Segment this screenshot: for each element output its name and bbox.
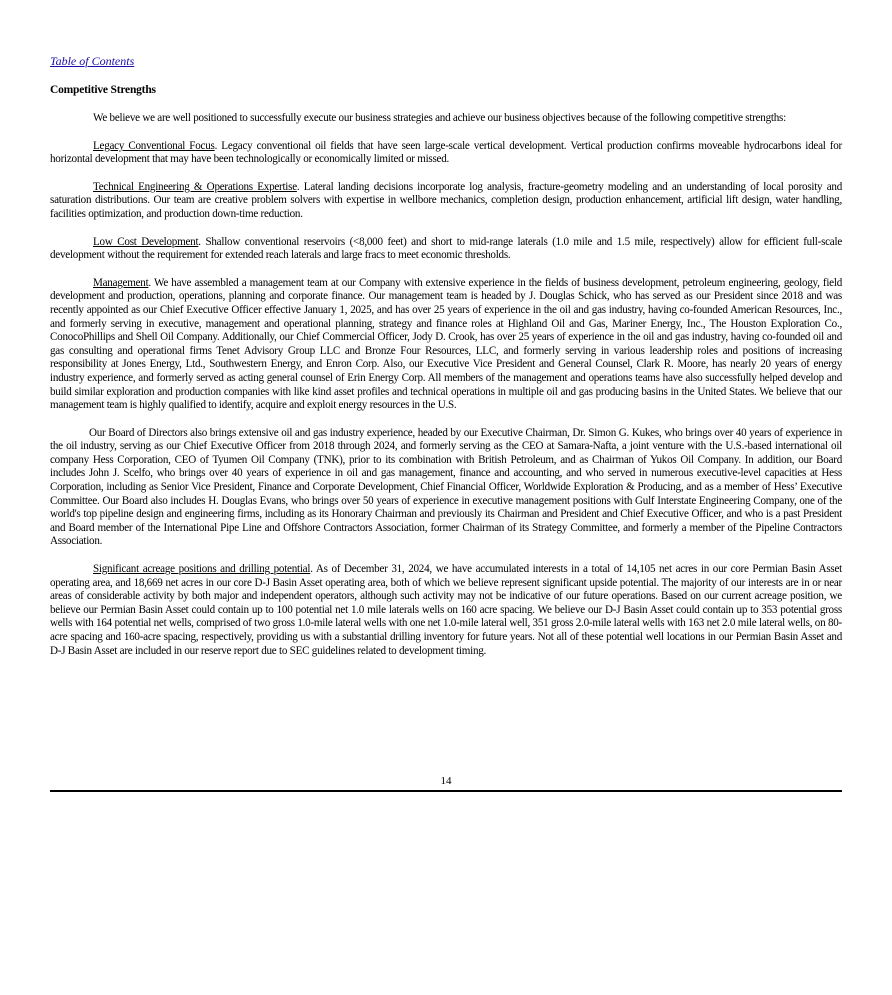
strength-text: . Lateral landing decisions incorporate log analysis, fracture-geometry modeling and an understanding of local porosity and saturation distributions. Our team are creative problem solvers with expertise in wellbore mechanics, completion design, production enhancement, artificial lift design, water handling, facilities optimization, and production down-time reduction. xyxy=(50,180,843,220)
strength-title: Low Cost Development xyxy=(93,235,199,248)
document-page xyxy=(50,52,842,672)
strength-acreage-positions xyxy=(50,563,842,658)
table-of-contents-link[interactable]: Table of Contents xyxy=(50,54,135,68)
footer-divider xyxy=(50,790,842,792)
section-title: Competitive Strengths xyxy=(50,84,156,96)
strength-text: . As of December 31, 2024, we have accumulated interests in a total of 14,105 net acres in our core Permian Basin Asset operating area, and 18,669 net acres in our core D-J Basin Asset operating area, both of which we believe represent significant upside potential. The majority of our interests are in or near areas of considerable activity by both major and independent operators, although such activity may not be indicative of our future operations. Based on our current acreage position, we believe our Permian Basin Asset could contain up to 100 potential net 1.0 mile laterals wells on 160 acre spacing. We believe our D-J Basin Asset could contain up to 353 potential gross wells with 164 potential net wells, comprised of two gross 1.0-mile lateral wells with one net 1.0-mile lateral well, 351 gross 2.0-mile lateral wells with 163 net 2.0 mile lateral wells, on 80-acre spacing and 160-acre spacing, respectively, providing us with a substantial drilling inventory for future years. Not all of these potential well locations in our Permian Basin Asset and D-J Basin Asset are included in our reserve report due to SEC guidelines related to development timing. xyxy=(50,563,842,657)
strength-title: Legacy Conventional Focus xyxy=(93,139,215,152)
strength-technical-engineering xyxy=(50,181,842,222)
strength-legacy-conventional xyxy=(50,140,842,167)
board-of-directors-paragraph: Our Board of Directors also brings extensive oil and gas industry experience, headed by our Executive Chairman, Dr. Simon G. Kukes, who brings over 40 years of experience in the oil industry, serving as our Chief Executive Officer from 2018 through 2024, and formerly serving as the CEO at Samara-Nafta, a joint venture with the U.S.-based international oil company Hess Corporation, CEO of Tyumen Oil Company (TNK), prior to its combination with British Petroleum, and as Chairman of Yukos Oil Company. In addition, our Board includes John J. Scelfo, who brings over 40 years of experience in oil and gas management, finance and accounting, and who served in numerous executive-level capacities at Hess Corporation, including as Senior Vice President, Finance and Corporate Development, Chief Financial Officer, Worldwide Exploration & Producing, and as a member of Hess’ Executive Committee. Our Board also includes H. Douglas Evans, who brings over 50 years of experience in executive management positions with Gulf Interstate Engineering Company, one of the world's top pipeline design and engineering firms, including as its Honorary Chairman and previously its Chairman and President and Chief Executive Officer, and who is a past President and Board member of the International Pipe Line and Offshore Contractors Association, former Chairman of its Strategy Committee, and formerly a member of the Pipeline Contractors Association. xyxy=(50,426,842,548)
strength-text: . We have assembled a management team at our Company with extensive experience in the fields of business development, petroleum engineering, geology, field development and production, operations, planning and corporate finance. Our management team is headed by J. Douglas Schick, who has served as our President since 2018 and was recently appointed as our Chief Executive Officer effective January 1, 2025, and has over 25 years of experience in the oil and gas industry, having co-founded American Resources, Inc., and formerly serving in executive, management and operational planning, strategy and finance roles at Highland Oil and Gas, Mariner Energy, Inc., The Houston Exploration Co., ConocoPhillips and Shell Oil Company. Additionally, our Chief Commercial Officer, Jody D. Crook, has over 25 years of experience in the oil and gas industry, having co-founded oil and gas consulting and operational firms Tenet Advisory Group LLC and Bronze Four Resources, LLC, and formerly serving in various leadership roles and positions of increasing responsibility at Jones Energy, Ltd., Southwestern Energy, and Enron Corp. Also, our Executive Vice President and General Counsel, Clark R. Moore, has nearly 20 years of energy industry experience, and formerly served as acting general counsel of Erin Energy Corp. All members of the management and operations teams have also successfully helped develop and build similar exploration and production companies with like kind asset profiles and technical operations in multiple oil and gas producing basins in the United States. We believe that our management team is highly qualified to identify, acquire and exploit energy resources in the U.S. xyxy=(50,276,842,412)
strength-management xyxy=(50,277,842,413)
page-number: 14 xyxy=(440,775,452,787)
strength-text: . Legacy conventional oil fields that have seen large-scale vertical development. Vertical production confirms moveable hydrocarbons ideal for horizontal development that may have been technologically or economically limited or missed. xyxy=(50,139,842,166)
strength-low-cost-development xyxy=(50,236,842,263)
strength-title: Significant acreage positions and drilling potential xyxy=(93,563,311,576)
intro-paragraph: We believe we are well positioned to successfully execute our business strategies and achieve our business objectives because of the following competitive strengths: xyxy=(93,112,786,124)
strength-title: Management xyxy=(93,276,149,289)
page-footer xyxy=(50,775,842,792)
strength-text: . Shallow conventional reservoirs (<8,000 feet) and short to mid-range laterals (1.0 mile and 1.5 mile, respectively) allow for efficient full-scale development without the requirement for extended reach laterals and large fracs to meet economic thresholds. xyxy=(50,235,842,262)
strength-title: Technical Engineering & Operations Expertise xyxy=(93,180,297,193)
